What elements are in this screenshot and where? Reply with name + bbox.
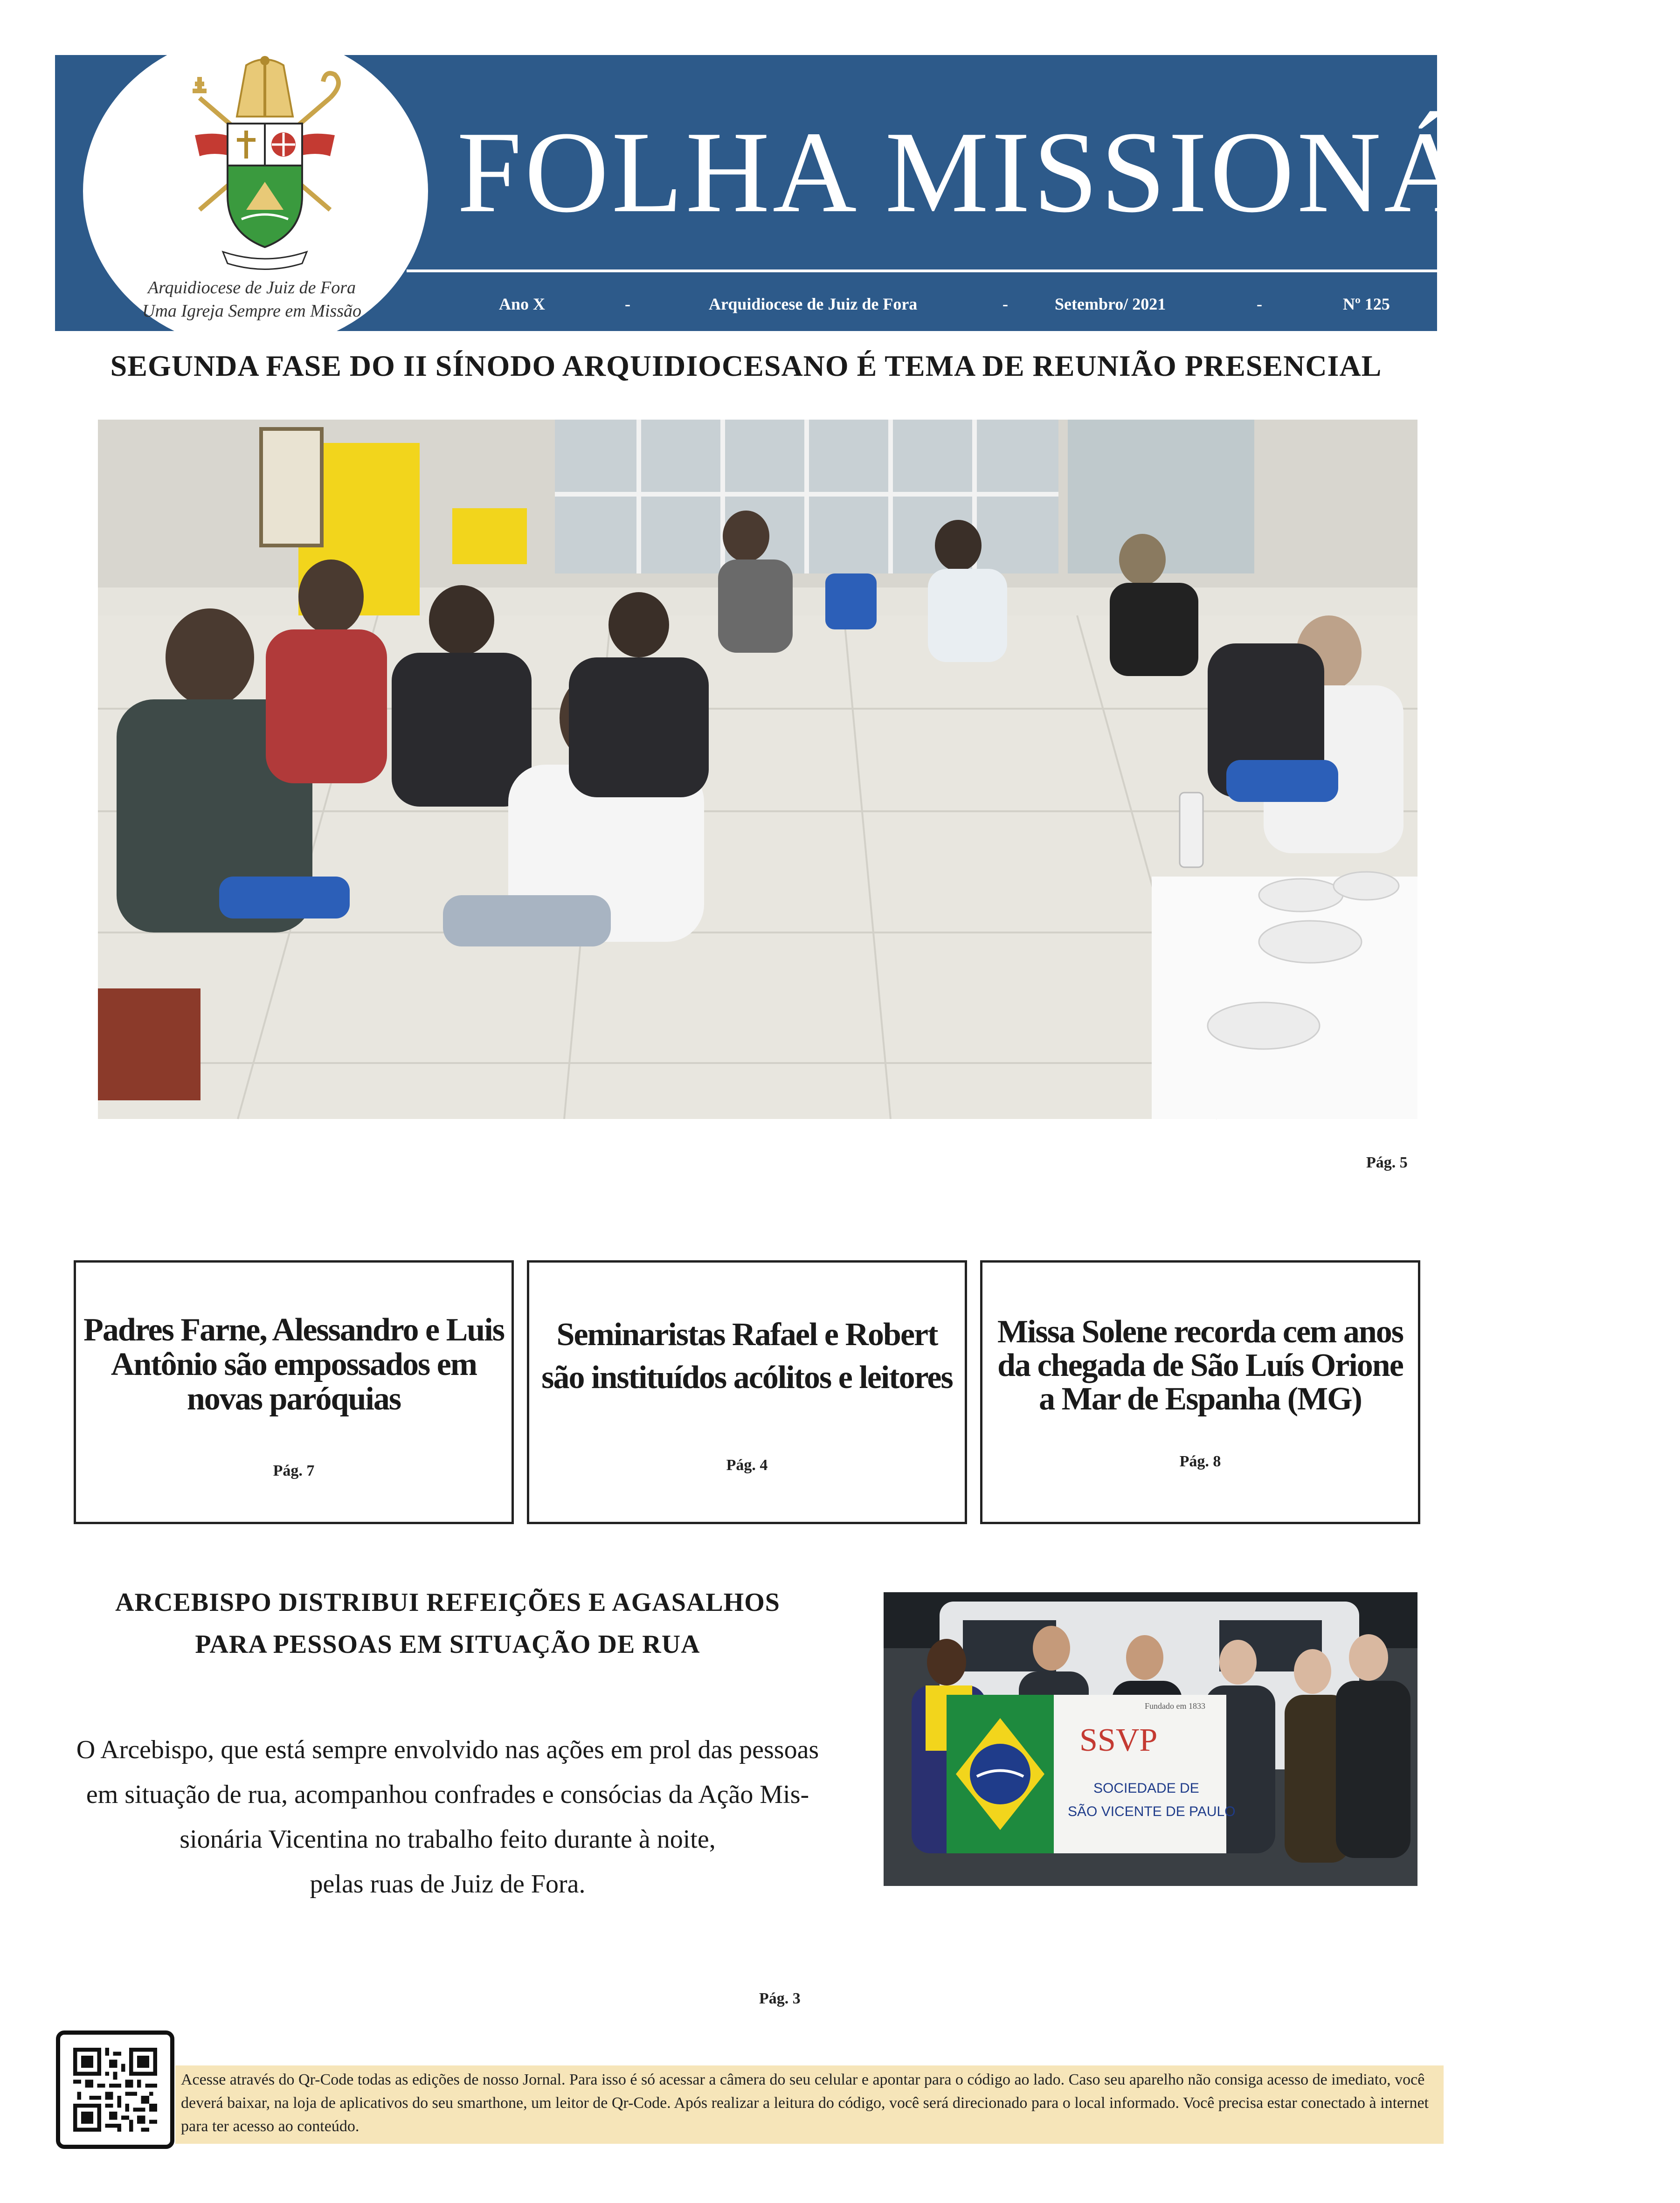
teaser-title-line3: a Mar de Espanha (MG) bbox=[1039, 1381, 1362, 1417]
teaser-box[interactable] bbox=[980, 1260, 1420, 1524]
banner-line2-text: SÃO VICENTE DE PAULO bbox=[1068, 1804, 1236, 1819]
meta-organization: Arquidiocese de Juiz de Fora bbox=[709, 295, 918, 313]
banner-ssvp-text: SSVP bbox=[1079, 1722, 1158, 1758]
qr-code-frame[interactable] bbox=[56, 2030, 174, 2149]
archdiocese-crest-icon bbox=[176, 56, 353, 270]
teaser-box[interactable] bbox=[74, 1260, 514, 1524]
teaser-title-line2: da chegada de São Luís Orione bbox=[997, 1347, 1403, 1383]
meta-separator: - bbox=[1257, 295, 1262, 313]
teaser-page-ref: Pág. 8 bbox=[1179, 1453, 1221, 1470]
story2-body-line2: em situação de rua, acompanhou confrades e consócias da Ação Mis- bbox=[86, 1780, 809, 1809]
charity-night-photo bbox=[884, 1592, 1417, 1886]
crest-caption bbox=[112, 276, 392, 323]
teaser-title-line1: Seminaristas Rafael e Robert bbox=[556, 1317, 938, 1353]
meta-issue-number: Nº 125 bbox=[1343, 295, 1390, 313]
crest-caption-line1: Arquidiocese de Juiz de Fora bbox=[147, 278, 356, 297]
teaser-box[interactable] bbox=[527, 1260, 967, 1524]
meta-separator: - bbox=[625, 295, 630, 313]
banner-fundado-text: Fundado em 1833 bbox=[1145, 1701, 1205, 1711]
teaser-title-line1: Padres Farne, Alessandro e Luis bbox=[83, 1312, 504, 1348]
newspaper-title: FOLHA MISSIONÁRIA bbox=[457, 108, 1680, 237]
teaser-page-ref: Pág. 7 bbox=[273, 1462, 315, 1479]
synod-meeting-photo bbox=[98, 420, 1417, 1119]
masthead-divider bbox=[407, 269, 1437, 272]
story2-body-line3: sionária Vicentina no trabalho feito durante à noite, bbox=[180, 1825, 716, 1854]
footer-qr-instructions: Acesse através do Qr-Code todas as edições de nosso Jornal. Para isso é só acessar a câmera do seu celular e apontar para o código ao lado. Caso seu aparelho não consiga acesso de imediato, você deverá baixar, na loja de aplicativos do seu smarthone, um leitor de Qr-Code. Após realizar a leitura do código, você será direcionado para o local informado. Você precisa estar conectado à internet para ter acesso ao conteúdo. bbox=[175, 2065, 1444, 2144]
main-story-page-ref: Pág. 5 bbox=[1366, 1154, 1408, 1171]
meta-separator: - bbox=[1002, 295, 1008, 313]
banner-line1-text: SOCIEDADE DE bbox=[1093, 1781, 1199, 1796]
story2-body-line1: O Arcebispo, que está sempre envolvido nas ações em prol das pessoas bbox=[76, 1735, 819, 1764]
meta-date: Setembro/ 2021 bbox=[1055, 295, 1166, 313]
masthead-meta-row bbox=[466, 290, 1417, 318]
teaser-page-ref: Pág. 4 bbox=[726, 1457, 768, 1474]
crest-caption-line2: Uma Igreja Sempre em Missão bbox=[142, 301, 361, 321]
meta-year: Ano X bbox=[499, 295, 546, 313]
story2-headline-line2: PARA PESSOAS EM SITUAÇÃO DE RUA bbox=[195, 1630, 700, 1659]
story2-body-line4: pelas ruas de Juiz de Fora. bbox=[310, 1870, 586, 1899]
teaser-title-line3: novas paróquias bbox=[187, 1381, 401, 1417]
teaser-title-line2: são instituídos acólitos e leitores bbox=[541, 1360, 953, 1395]
qr-code-icon[interactable] bbox=[73, 2048, 157, 2132]
main-headline: SEGUNDA FASE DO II SÍNODO ARQUIDIOCESANO É TEMA DE REUNIÃO PRESENCIAL bbox=[110, 349, 1382, 382]
story2-headline-line1: ARCEBISPO DISTRIBUI REFEIÇÕES E AGASALHOS bbox=[115, 1588, 780, 1617]
story2-body bbox=[61, 1727, 835, 1906]
teaser-title-line1: Missa Solene recorda cem anos bbox=[997, 1314, 1403, 1350]
teaser-title-line2: Antônio são empossados em bbox=[111, 1347, 477, 1382]
story2-page-ref: Pág. 3 bbox=[759, 1990, 801, 2007]
story2-headline bbox=[75, 1581, 821, 1665]
